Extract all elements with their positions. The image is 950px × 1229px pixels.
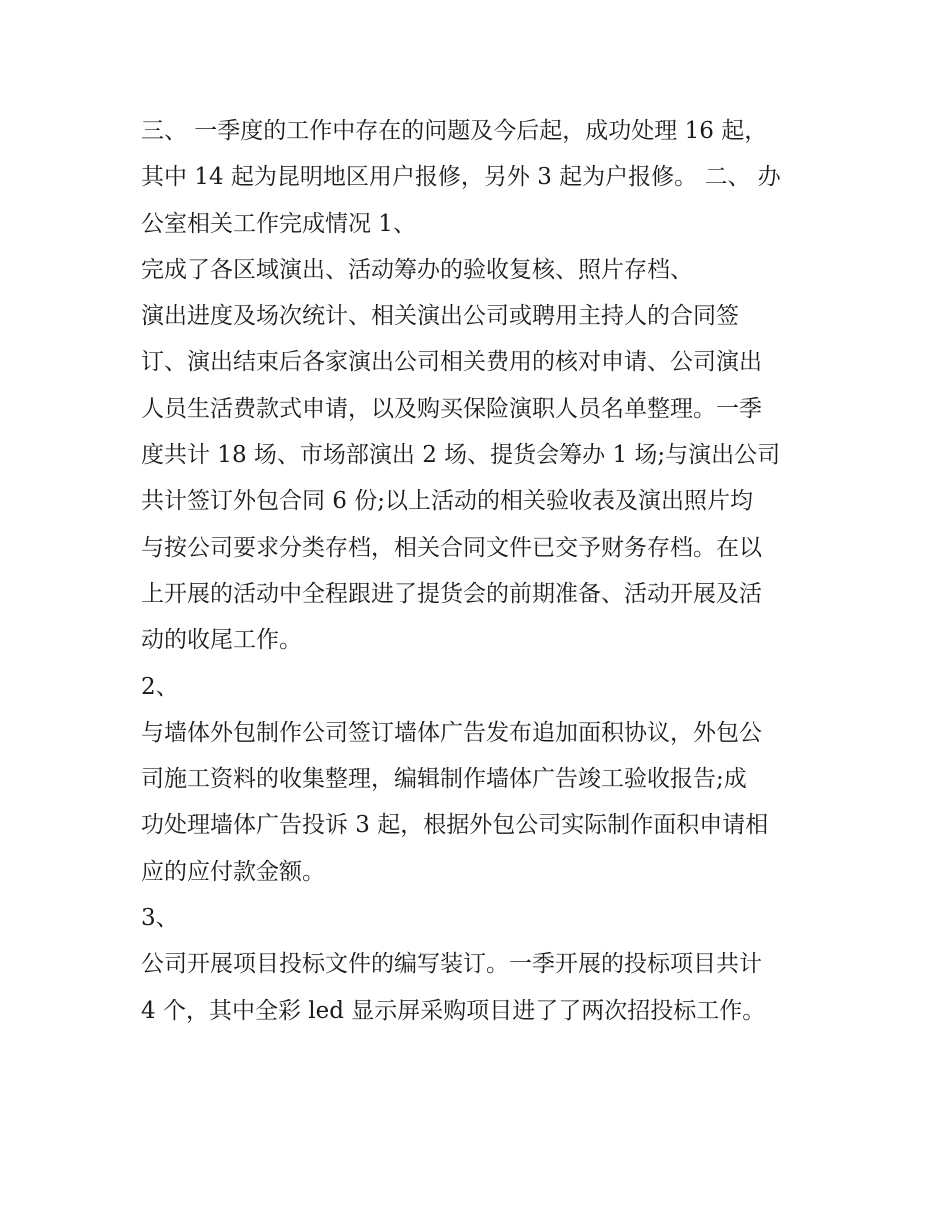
text-line-9: 共计签订外包合同 6 份;以上活动的相关验收表及演出照片均	[141, 488, 754, 515]
text-line-11: 上开展的活动中全程跟进了提货会的前期准备、活动开展及活	[141, 580, 762, 607]
text-line-3: 公室相关工作完成情况 1、	[141, 210, 416, 237]
text-line-10: 与按公司要求分类存档，相关合同文件已交予财务存档。在以	[141, 534, 762, 561]
text-line-17: 应的应付款金额。	[141, 858, 325, 885]
text-line-6: 订、演出结束后各家演出公司相关费用的核对申请、公司演出	[141, 349, 762, 376]
text-line-8: 度共计 18 场、市场部演出 2 场、提货会筹办 1 场;与演出公司	[141, 442, 781, 469]
text-line-16: 功处理墙体广告投诉 3 起，根据外包公司实际制作面积申请相	[141, 812, 769, 839]
text-line-18: 3、	[141, 905, 179, 932]
text-line-12: 动的收尾工作。	[141, 627, 302, 654]
text-line-2: 其中 14 起为昆明地区用户报修，另外 3 起为户报修。 二、 办	[141, 164, 781, 191]
document-body	[141, 108, 821, 1034]
text-line-7: 人员生活费款式申请，以及购买保险演职人员名单整理。一季	[141, 395, 762, 422]
text-line-4: 完成了各区域演出、活动筹办的验收复核、照片存档、	[141, 256, 693, 283]
text-line-1: 三、 一季度的工作中存在的问题及今后起，成功处理 16 起，	[141, 118, 768, 144]
text-line-5: 演出进度及场次统计、相关演出公司或聘用主持人的合同签	[141, 303, 739, 330]
text-line-19: 公司开展项目投标文件的编写装订。一季开展的投标项目共计	[141, 951, 762, 978]
text-line-14: 与墙体外包制作公司签订墙体广告发布追加面积协议，外包公	[141, 719, 762, 746]
text-line-15: 司施工资料的收集整理，编辑制作墙体广告竣工验收报告;成	[141, 766, 747, 793]
text-line-13: 2、	[141, 673, 179, 700]
text-line-20: 4 个，其中全彩 led 显示屏采购项目进了了两次招投标工作。	[141, 997, 766, 1024]
